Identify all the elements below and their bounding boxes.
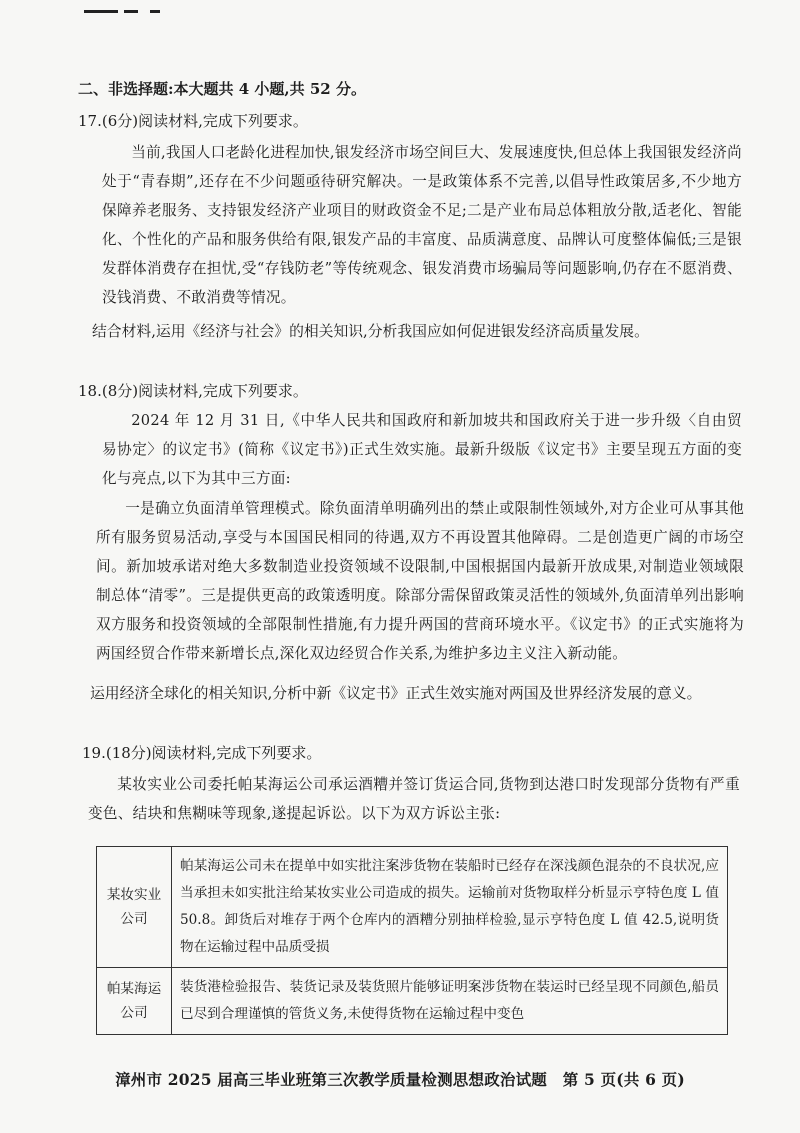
party-name: 某妆实业公司 [97, 847, 172, 968]
page-footer: 漳州市 2025 届高三毕业班第三次教学质量检测思想政治试题 第 5 页(共 6 页) [115, 1070, 685, 1089]
party-claim: 装货港检验报告、装货记录及装货照片能够证明案涉货物在装运时已经呈现不同颜色,船员已尽到合理谨慎的管货义务,未使得货物在运输过程中变色 [172, 968, 728, 1035]
page-top-mark [84, 10, 118, 13]
question-18-material-body: 一是确立负面清单管理模式。除负面清单明确列出的禁止或限制性领域外,对方企业可从事其他所有服务贸易活动,享受与本国国民相同的待遇,双方不再设置其他障碍。二是创造更广阔的市场空间。新加坡承诺对绝大多数制造业投资领域不设限制,中国根据国内最新开放成果,对制造业领域限制总体“清零”。三是提供更高的政策透明度。除部分需保留政策灵活性的领域外,负面清单列出影响双方服务和投资领域的全部限制性措施,有力提升两国的营商环境水平。《议定书》的正式实施将为两国经贸合作带来新增长点,深化双边经贸合作关系,为维护多边主义注入新动能。 [96, 500, 744, 662]
page-top-mark [150, 10, 160, 13]
question-18-material-intro: 2024 年 12 月 31 日,《中华人民共和国政府和新加坡共和国政府关于进一步升级〈自由贸易协定〉的议定书》(简称《议定书》)正式生效实施。最新升级版《议定书》主要呈现五方面的变化与亮点,以下为其中三方面: [102, 412, 742, 487]
section-title: 二、非选择题:本大题共 4 小题,共 52 分。 [78, 80, 366, 98]
table-row [97, 847, 728, 968]
question-18-task: 运用经济全球化的相关知识,分析中新《议定书》正式生效实施对两国及世界经济发展的意义。 [90, 685, 702, 702]
question-17-task: 结合材料,运用《经济与社会》的相关知识,分析我国应如何促进银发经济高质量发展。 [92, 323, 649, 340]
question-17-material: 当前,我国人口老龄化进程加快,银发经济市场空间巨大、发展速度快,但总体上我国银发经济尚处于“青春期”,还存在不少问题亟待研究解决。一是政策体系不完善,以倡导性政策居多,不少地方保障养老服务、支持银发经济产业项目的财政资金不足;二是产业布局总体粗放分散,适老化、智能化、个性化的产品和服务供给有限,银发产品的丰富度、品质满意度、品牌认可度整体偏低;三是银发群体消费存在担忧,受“存钱防老”等传统观念、银发消费市场骗局等问题影响,仍存在不愿消费、没钱消费、不敢消费等情况。 [102, 144, 742, 306]
party-claim: 帕某海运公司未在提单中如实批注案涉货物在装船时已经存在深浅颜色混杂的不良状况,应当承担未如实批注给某妆实业公司造成的损失。运输前对货物取样分析显示亨特色度 L 值 50.8。卸货后对堆存于两个仓库内的酒糟分别抽样检验,显示亨特色度 L 值 42.5,说明货物在运输过程中品质受损 [172, 847, 728, 968]
party-name: 帕某海运公司 [97, 968, 172, 1035]
question-19-material: 某妆实业公司委托帕某海运公司承运酒糟并签订货运合同,货物到达港口时发现部分货物有严重变色、结块和焦糊味等现象,遂提起诉讼。以下为双方诉讼主张: [88, 776, 740, 822]
question-17-header: 17.(6分)阅读材料,完成下列要求。 [78, 112, 308, 130]
page-top-mark [124, 10, 138, 13]
table-row [97, 968, 728, 1035]
question-19-header: 19.(18分)阅读材料,完成下列要求。 [82, 744, 322, 762]
question-18-header: 18.(8分)阅读材料,完成下列要求。 [78, 382, 308, 400]
litigation-claims-table [96, 846, 728, 1035]
